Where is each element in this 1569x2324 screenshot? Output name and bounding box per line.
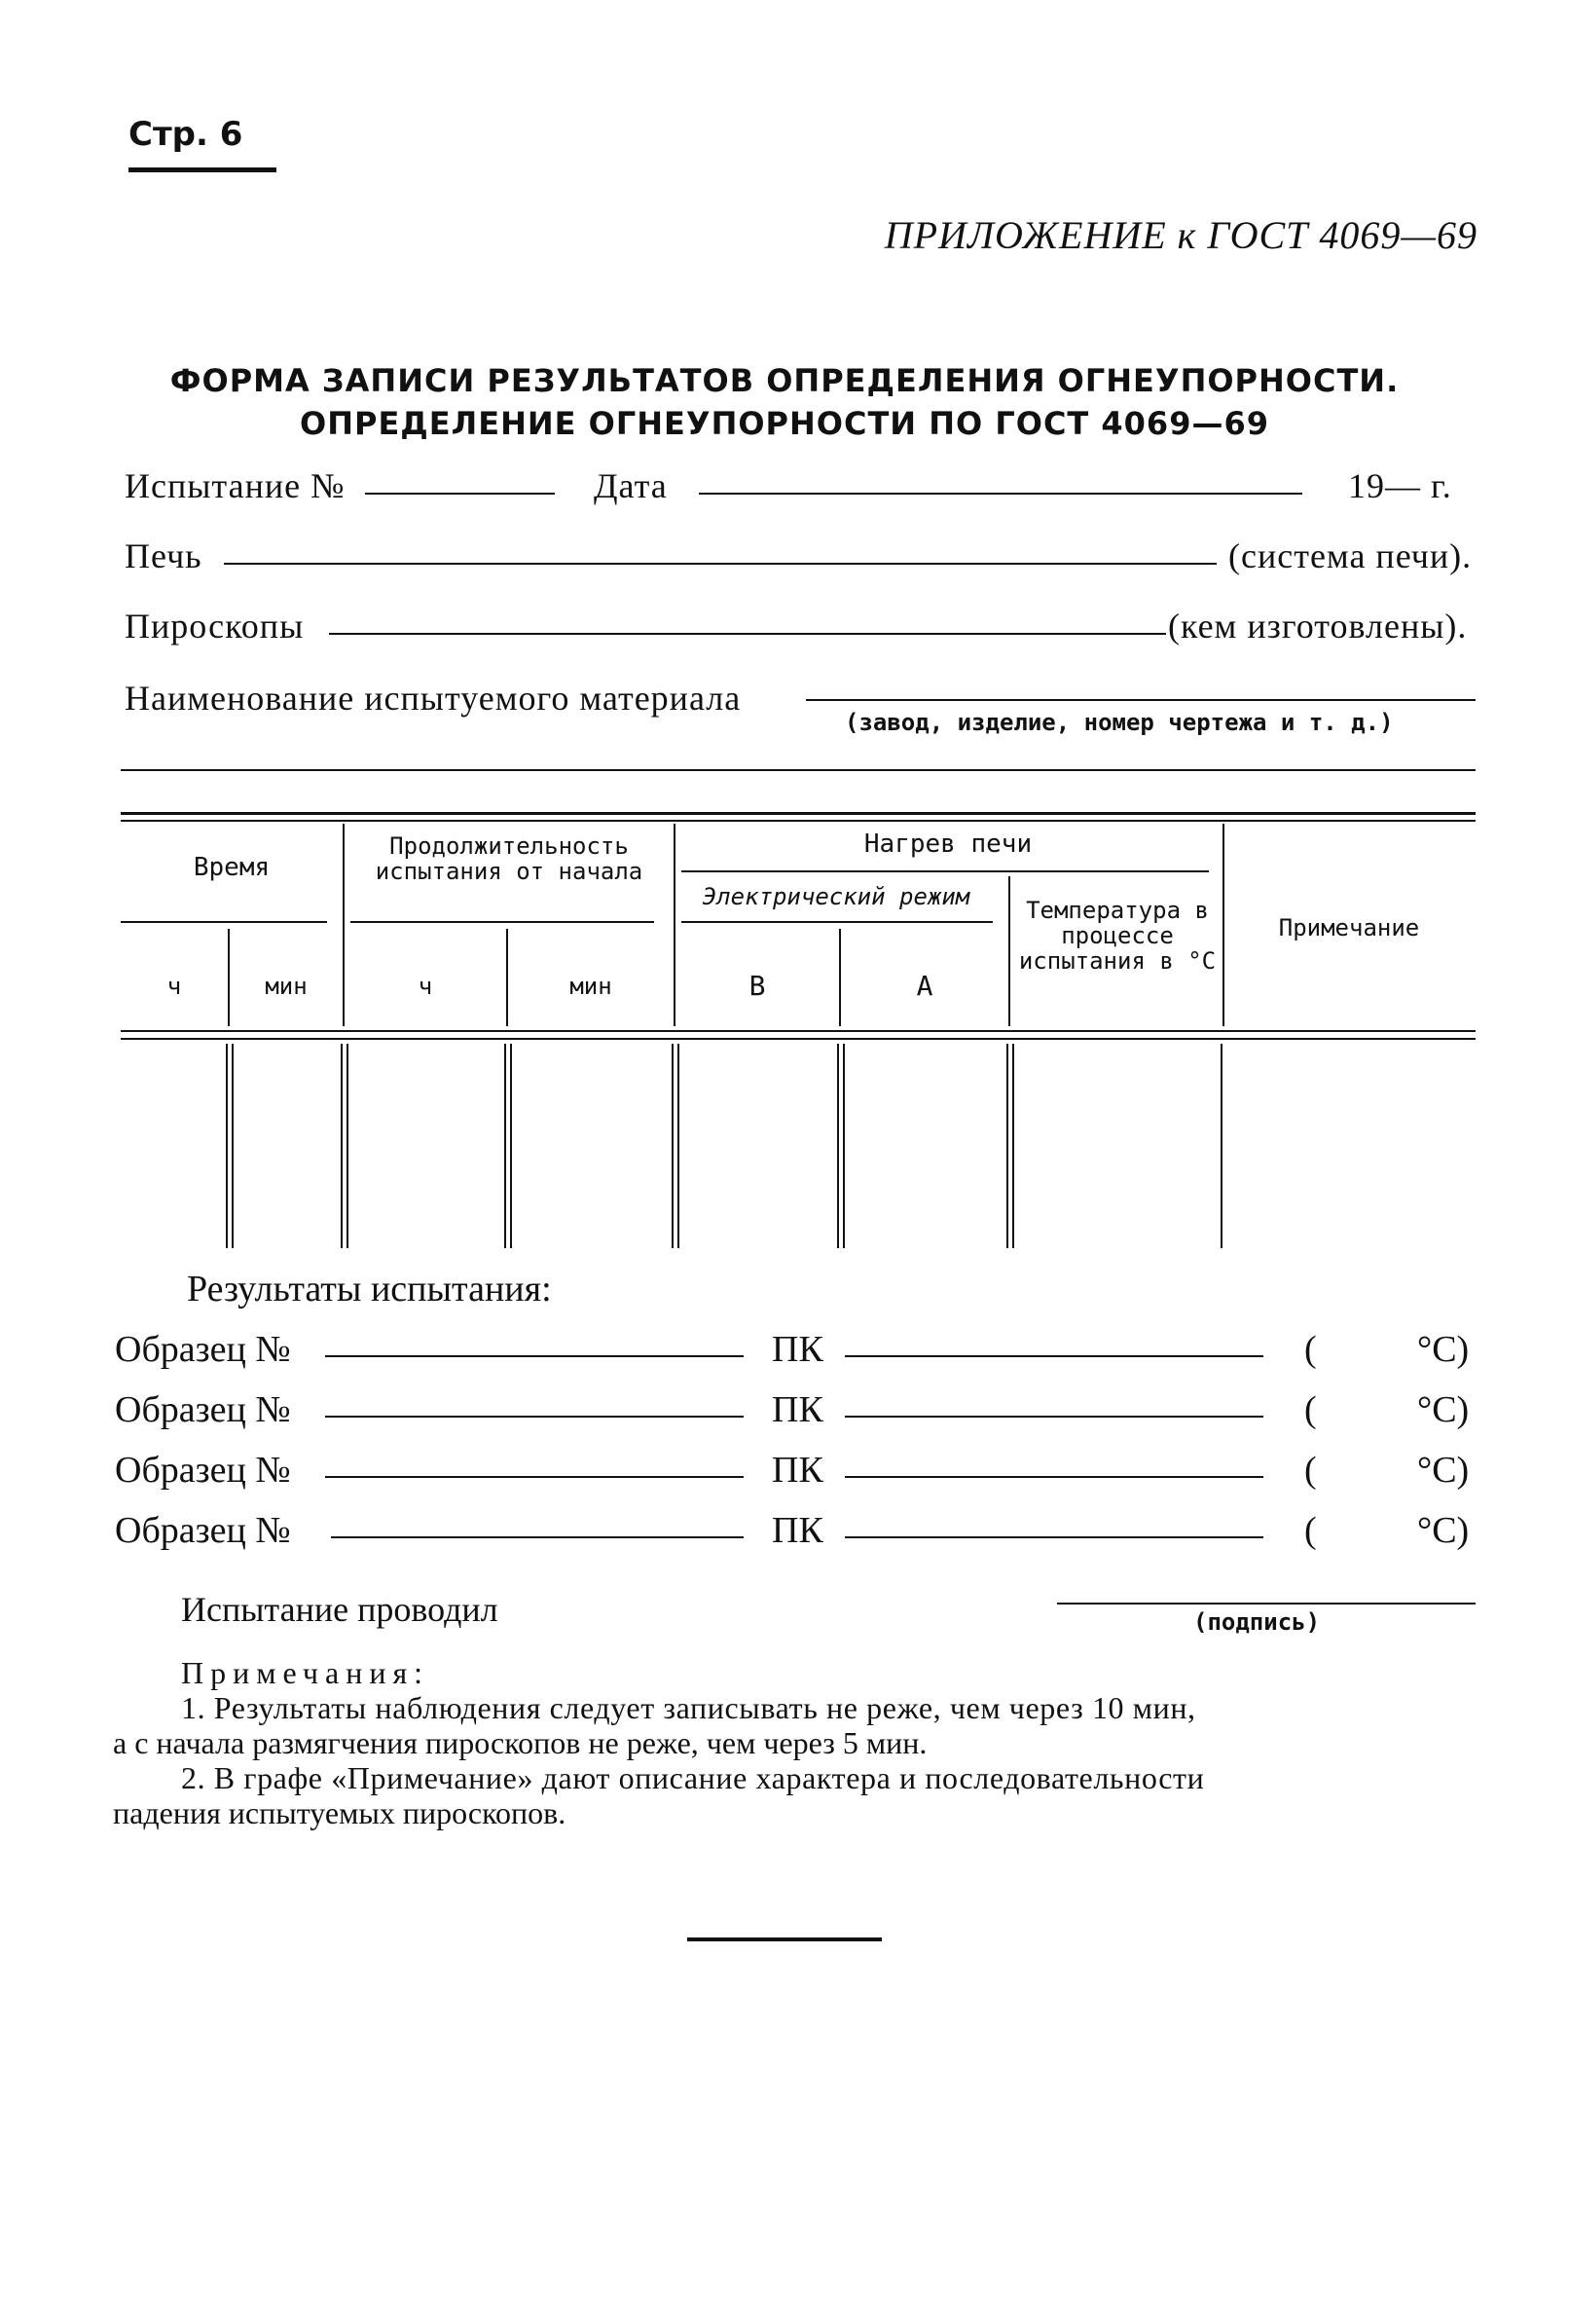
pk-label: ПК xyxy=(772,1389,823,1430)
note-1-line1: 1. Результаты наблюдения следует записывать не реже, чем через 10 мин, xyxy=(181,1690,1196,1725)
table-hline xyxy=(681,870,1209,872)
table-body-vline xyxy=(672,1044,674,1248)
table-hline xyxy=(121,921,327,923)
note-2-line1: 2. В графе «Примечание» дают описание характера и последовательности xyxy=(181,1760,1205,1795)
table-body-vline xyxy=(677,1044,679,1248)
temp-open: ( xyxy=(1304,1329,1317,1370)
material-blank[interactable] xyxy=(806,699,1476,701)
table-body-vline xyxy=(232,1044,234,1248)
test-number-blank[interactable] xyxy=(365,493,555,495)
sample-blank[interactable] xyxy=(331,1536,744,1538)
table-hline xyxy=(350,921,654,923)
table-body-vline xyxy=(347,1044,348,1248)
material-blank-2[interactable] xyxy=(121,769,1476,771)
form-title-line1: ФОРМА ЗАПИСИ РЕЗУЛЬТАТОВ ОПРЕДЕЛЕНИЯ ОГНЕУПОРНОСТИ. xyxy=(169,362,1400,399)
col-heating: Нагрев печи xyxy=(863,830,1033,859)
pyroscopes-label: Пироскопы xyxy=(125,607,305,646)
notes-heading: Примечания: xyxy=(181,1655,430,1690)
temp-unit: °С) xyxy=(1417,1329,1470,1370)
pk-label: ПК xyxy=(772,1329,823,1370)
table-body-vline xyxy=(504,1044,506,1248)
col-electric-mode: Электрический режим xyxy=(702,883,970,910)
signature-hint: (подпись) xyxy=(1193,1608,1321,1636)
material-hint: (завод, изделие, номер чертежа и т. д.) xyxy=(845,709,1394,736)
date-blank[interactable] xyxy=(699,493,1302,495)
signature-blank[interactable] xyxy=(1057,1603,1476,1605)
temp-unit: °С) xyxy=(1417,1389,1470,1430)
table-body-vline xyxy=(226,1044,228,1248)
col-minutes-1: мин xyxy=(265,973,308,1000)
note-1-line2: а с начала размягчения пироскопов не реже, чем через 5 мин. xyxy=(113,1725,928,1760)
conducted-by-label: Испытание проводил xyxy=(181,1590,498,1629)
table-body-vline xyxy=(843,1044,845,1248)
note-2-line2: падения испытуемых пироскопов. xyxy=(113,1795,566,1830)
table-body-vline xyxy=(341,1044,343,1248)
furnace-label: Печь xyxy=(125,536,202,575)
sample-label: Образец № xyxy=(115,1510,291,1551)
table-top-rule xyxy=(121,812,1476,815)
temp-unit: °С) xyxy=(1417,1510,1470,1551)
pk-label: ПК xyxy=(772,1510,823,1551)
pk-blank[interactable] xyxy=(845,1416,1263,1418)
test-number-label: Испытание № xyxy=(125,466,346,505)
table-body-vline xyxy=(837,1044,839,1248)
pk-blank[interactable] xyxy=(845,1536,1263,1538)
table-body-vline xyxy=(1006,1044,1008,1248)
results-heading: Результаты испытания: xyxy=(187,1269,552,1310)
sample-blank[interactable] xyxy=(325,1476,744,1478)
col-volts: В xyxy=(748,970,766,1002)
page-number: Стр. 6 xyxy=(128,115,243,154)
table-header-rule-2 xyxy=(121,1038,1476,1040)
col-hours-1: ч xyxy=(166,973,182,1000)
sample-blank[interactable] xyxy=(325,1416,744,1418)
temp-unit: °С) xyxy=(1417,1450,1470,1491)
table-body-vline xyxy=(510,1044,512,1248)
appendix-label: ПРИЛОЖЕНИЕ к ГОСТ 4069—69 xyxy=(884,213,1478,257)
col-temperature: Температура в процессе испытания в °С xyxy=(1018,897,1217,975)
col-remark: Примечание xyxy=(1278,914,1420,941)
col-amps: А xyxy=(916,970,933,1002)
sample-blank[interactable] xyxy=(325,1355,744,1357)
pk-blank[interactable] xyxy=(845,1476,1263,1478)
page-number-rule xyxy=(128,167,276,172)
table-vline xyxy=(1008,876,1010,1026)
temp-open: ( xyxy=(1304,1450,1317,1491)
year-label: 19— г. xyxy=(1348,466,1452,505)
col-minutes-2: мин xyxy=(569,973,612,1000)
sample-label: Образец № xyxy=(115,1329,291,1370)
pyroscopes-blank[interactable] xyxy=(329,633,1166,635)
form-title-line2: ОПРЕДЕЛЕНИЕ ОГНЕУПОРНОСТИ ПО ГОСТ 4069—69 xyxy=(300,405,1269,442)
table-top-rule-2 xyxy=(121,820,1476,822)
sample-label: Образец № xyxy=(115,1389,291,1430)
pyroscopes-hint: (кем изготовлены). xyxy=(1168,607,1468,646)
col-time: Время xyxy=(193,853,271,882)
furnace-hint: (система печи). xyxy=(1228,536,1473,575)
date-label: Дата xyxy=(594,466,668,505)
sample-label: Образец № xyxy=(115,1450,291,1491)
col-hours-2: ч xyxy=(418,973,433,1000)
temp-open: ( xyxy=(1304,1510,1317,1551)
furnace-blank[interactable] xyxy=(224,563,1217,565)
pk-blank[interactable] xyxy=(845,1355,1263,1357)
table-hline xyxy=(681,921,993,923)
col-duration: Продолжительность испытания от начала xyxy=(375,832,643,885)
material-label: Наименование испытуемого материала xyxy=(125,679,742,718)
table-body-vline xyxy=(1221,1044,1222,1248)
temp-open: ( xyxy=(1304,1389,1317,1430)
table-header-rule xyxy=(121,1030,1476,1032)
end-rule xyxy=(687,1937,882,1941)
pk-label: ПК xyxy=(772,1450,823,1491)
table-body-vline xyxy=(1012,1044,1014,1248)
